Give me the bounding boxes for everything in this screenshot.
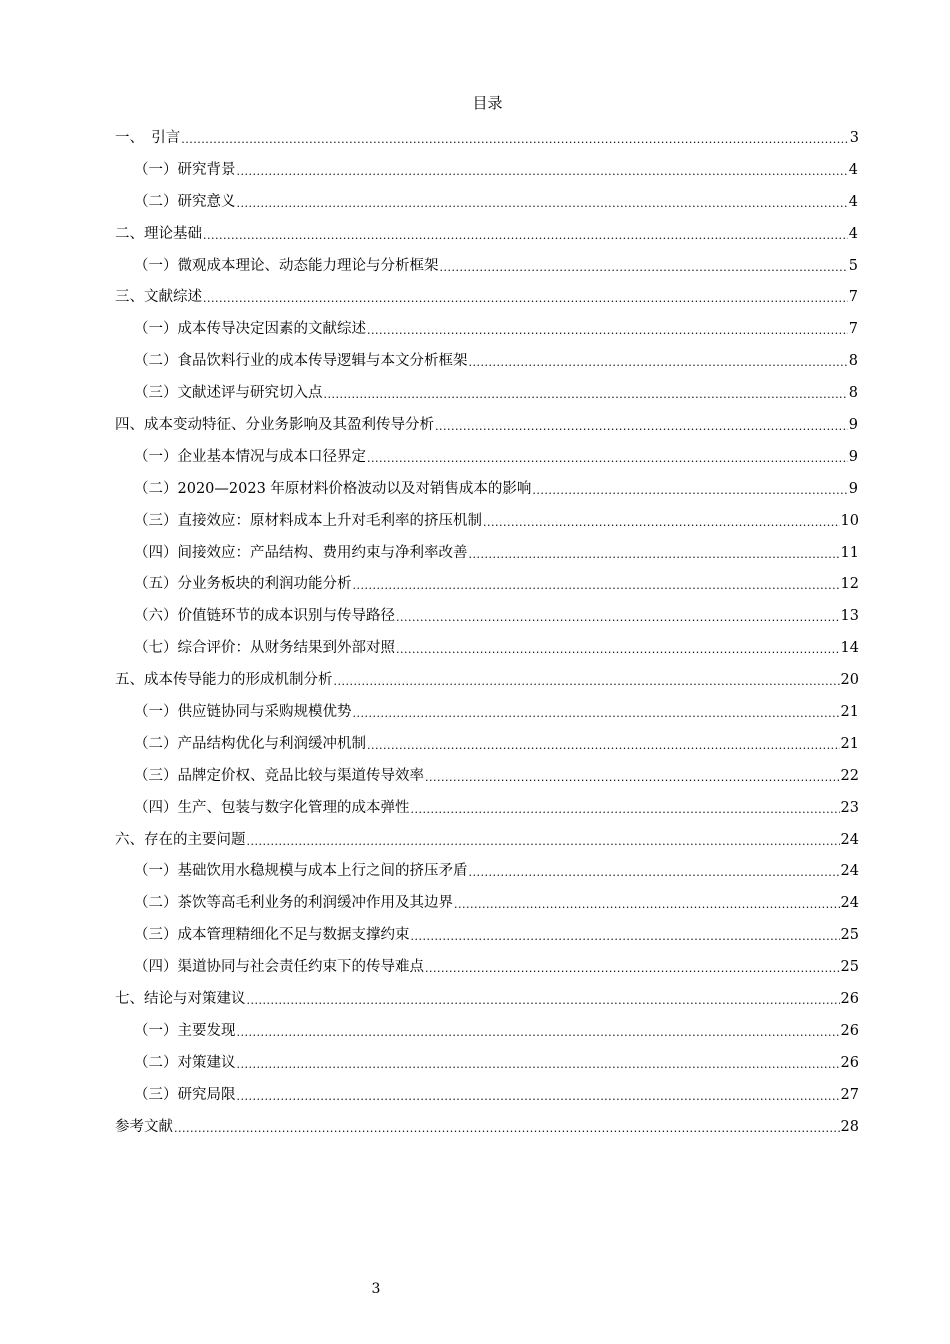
toc-entry[interactable] <box>0 664 950 696</box>
toc-entry[interactable] <box>0 983 950 1015</box>
toc-dot-leader <box>247 990 840 1008</box>
toc-dot-leader <box>247 831 840 849</box>
toc-entry-text: 五、成本传导能力的形成机制分析 <box>115 672 333 689</box>
toc-dot-leader <box>469 862 840 880</box>
toc-dot-leader <box>237 193 848 211</box>
toc-entry-page: 7 <box>848 289 858 306</box>
toc-dot-leader <box>203 288 848 306</box>
toc-entry-text: （六）价值链环节的成本识别与传导路径 <box>134 608 395 625</box>
toc-entry[interactable] <box>0 760 950 792</box>
toc-dot-leader <box>367 320 848 338</box>
toc-entry-text: （一）企业基本情况与成本口径界定 <box>134 448 366 465</box>
toc-entry-page: 21 <box>840 703 859 720</box>
toc-dot-leader <box>435 416 848 434</box>
toc-list <box>0 122 950 1143</box>
toc-entry-text: （三）直接效应：原材料成本上升对毛利率的挤压机制 <box>134 512 482 529</box>
toc-entry-page: 8 <box>848 385 858 402</box>
toc-entry-text: （五）分业务板块的利润功能分析 <box>134 576 352 593</box>
toc-entry-text: （一）微观成本理论、动态能力理论与分析框架 <box>134 257 439 274</box>
toc-dot-leader <box>411 926 840 944</box>
toc-entry-page: 9 <box>848 480 858 497</box>
toc-entry-text: （一）成本传导决定因素的文献综述 <box>134 321 366 338</box>
toc-dot-leader <box>367 448 848 466</box>
toc-entry-text: （一）供应链协同与采购规模优势 <box>134 703 352 720</box>
toc-dot-leader <box>334 671 840 689</box>
toc-entry-page: 14 <box>840 640 859 657</box>
toc-entry-page: 26 <box>840 1022 859 1039</box>
toc-entry[interactable] <box>0 441 950 473</box>
toc-entry-text: （三）品牌定价权、竞品比较与渠道传导效率 <box>134 767 424 784</box>
toc-dot-leader <box>425 958 840 976</box>
toc-dot-leader <box>181 129 849 147</box>
toc-entry-page: 24 <box>840 895 859 912</box>
toc-entry-text: 一、 引言 <box>115 129 181 146</box>
toc-entry-text: （二）2020—2023 年原材料价格波动以及对销售成本的影响 <box>134 480 532 497</box>
toc-title: 目录 <box>472 94 503 112</box>
toc-entry[interactable] <box>0 281 950 313</box>
toc-entry-page: 3 <box>849 129 859 146</box>
toc-dot-leader <box>237 1086 840 1104</box>
toc-dot-leader <box>174 1118 840 1136</box>
toc-entry[interactable] <box>0 377 950 409</box>
toc-dot-leader <box>454 894 840 912</box>
toc-entry-page: 20 <box>840 672 859 689</box>
toc-dot-leader <box>396 607 840 625</box>
toc-entry-page: 23 <box>840 799 859 816</box>
toc-entry[interactable] <box>0 792 950 824</box>
toc-entry-page: 5 <box>848 257 858 274</box>
toc-entry[interactable] <box>0 632 950 664</box>
toc-entry-page: 24 <box>840 863 859 880</box>
toc-entry-page: 7 <box>848 321 858 338</box>
toc-entry-text: 二、理论基础 <box>115 225 202 242</box>
toc-entry-text: （一）基础饮用水稳规模与成本上行之间的挤压矛盾 <box>134 863 468 880</box>
toc-entry-text: 四、成本变动特征、分业务影响及其盈利传导分析 <box>115 416 434 433</box>
toc-entry[interactable] <box>0 313 950 345</box>
toc-entry-text: 参考文献 <box>115 1118 173 1135</box>
toc-entry-page: 4 <box>848 193 858 210</box>
toc-entry-page: 22 <box>840 767 859 784</box>
toc-entry[interactable] <box>0 473 950 505</box>
toc-dot-leader <box>367 735 840 753</box>
toc-entry-text: （一）主要发现 <box>134 1022 236 1039</box>
toc-entry-page: 27 <box>840 1086 859 1103</box>
toc-entry[interactable] <box>0 1111 950 1143</box>
toc-entry-page: 24 <box>840 831 859 848</box>
toc-entry-page: 8 <box>848 353 858 370</box>
toc-entry[interactable] <box>0 154 950 186</box>
toc-entry[interactable] <box>0 1047 950 1079</box>
toc-entry[interactable] <box>0 1079 950 1111</box>
toc-entry[interactable] <box>0 568 950 600</box>
toc-entry-text: （二）产品结构优化与利润缓冲机制 <box>134 735 366 752</box>
toc-entry[interactable] <box>0 1015 950 1047</box>
toc-dot-leader <box>469 544 840 562</box>
toc-entry-text: （四）生产、包装与数字化管理的成本弹性 <box>134 799 410 816</box>
toc-entry-page: 4 <box>848 225 858 242</box>
toc-entry-text: （二）研究意义 <box>134 193 236 210</box>
toc-entry-page: 25 <box>840 959 859 976</box>
toc-entry-page: 25 <box>840 927 859 944</box>
toc-entry-text: （四）渠道协同与社会责任约束下的传导难点 <box>134 959 424 976</box>
toc-dot-leader <box>237 161 848 179</box>
toc-entry[interactable] <box>0 951 950 983</box>
toc-entry-page: 26 <box>840 990 859 1007</box>
toc-entry[interactable] <box>0 919 950 951</box>
toc-entry-text: （四）间接效应：产品结构、费用约束与净利率改善 <box>134 544 468 561</box>
toc-dot-leader <box>237 1054 840 1072</box>
toc-entry[interactable] <box>0 505 950 537</box>
toc-entry[interactable] <box>0 409 950 441</box>
toc-entry-page: 9 <box>848 448 858 465</box>
toc-entry[interactable] <box>0 855 950 887</box>
toc-entry[interactable] <box>0 186 950 218</box>
toc-dot-leader <box>353 575 840 593</box>
toc-entry[interactable] <box>0 122 950 154</box>
toc-entry-page: 12 <box>840 576 859 593</box>
toc-entry-page: 13 <box>840 608 859 625</box>
toc-entry[interactable] <box>0 250 950 282</box>
toc-dot-leader <box>237 1022 840 1040</box>
toc-dot-leader <box>483 512 840 530</box>
toc-entry[interactable] <box>0 600 950 632</box>
toc-entry-page: 28 <box>840 1118 859 1135</box>
toc-entry[interactable] <box>0 537 950 569</box>
toc-dot-leader <box>440 257 848 275</box>
toc-entry-text: 七、结论与对策建议 <box>115 990 246 1007</box>
toc-dot-leader <box>425 767 840 785</box>
toc-dot-leader <box>324 384 848 402</box>
toc-entry-text: （二）食品饮料行业的成本传导逻辑与本文分析框架 <box>134 353 468 370</box>
toc-entry[interactable] <box>0 824 950 856</box>
toc-entry[interactable] <box>0 887 950 919</box>
toc-entry-page: 26 <box>840 1054 859 1071</box>
toc-entry-text: 六、存在的主要问题 <box>115 831 246 848</box>
toc-entry-text: 三、文献综述 <box>115 289 202 306</box>
toc-dot-leader <box>203 225 848 243</box>
toc-dot-leader <box>396 639 840 657</box>
toc-entry-text: （二）对策建议 <box>134 1054 236 1071</box>
toc-dot-leader <box>469 352 848 370</box>
toc-entry[interactable] <box>0 345 950 377</box>
toc-entry[interactable] <box>0 218 950 250</box>
toc-entry-text: （二）茶饮等高毛利业务的利润缓冲作用及其边界 <box>134 895 453 912</box>
toc-entry-text: （三）成本管理精细化不足与数据支撑约束 <box>134 927 410 944</box>
toc-dot-leader <box>411 799 840 817</box>
toc-entry-text: （七）综合评价：从财务结果到外部对照 <box>134 640 395 657</box>
toc-entry-page: 9 <box>848 416 858 433</box>
toc-entry[interactable] <box>0 728 950 760</box>
toc-entry-text: （一）研究背景 <box>134 161 236 178</box>
toc-dot-leader <box>353 703 840 721</box>
toc-entry-page: 10 <box>840 512 859 529</box>
toc-entry-page: 11 <box>840 544 859 561</box>
toc-entry[interactable] <box>0 696 950 728</box>
toc-entry-page: 21 <box>840 735 859 752</box>
toc-dot-leader <box>532 480 847 498</box>
toc-entry-text: （三）文献述评与研究切入点 <box>134 385 323 402</box>
toc-entry-text: （三）研究局限 <box>134 1086 236 1103</box>
toc-entry-page: 4 <box>848 161 858 178</box>
page-number: 3 <box>371 1281 381 1297</box>
